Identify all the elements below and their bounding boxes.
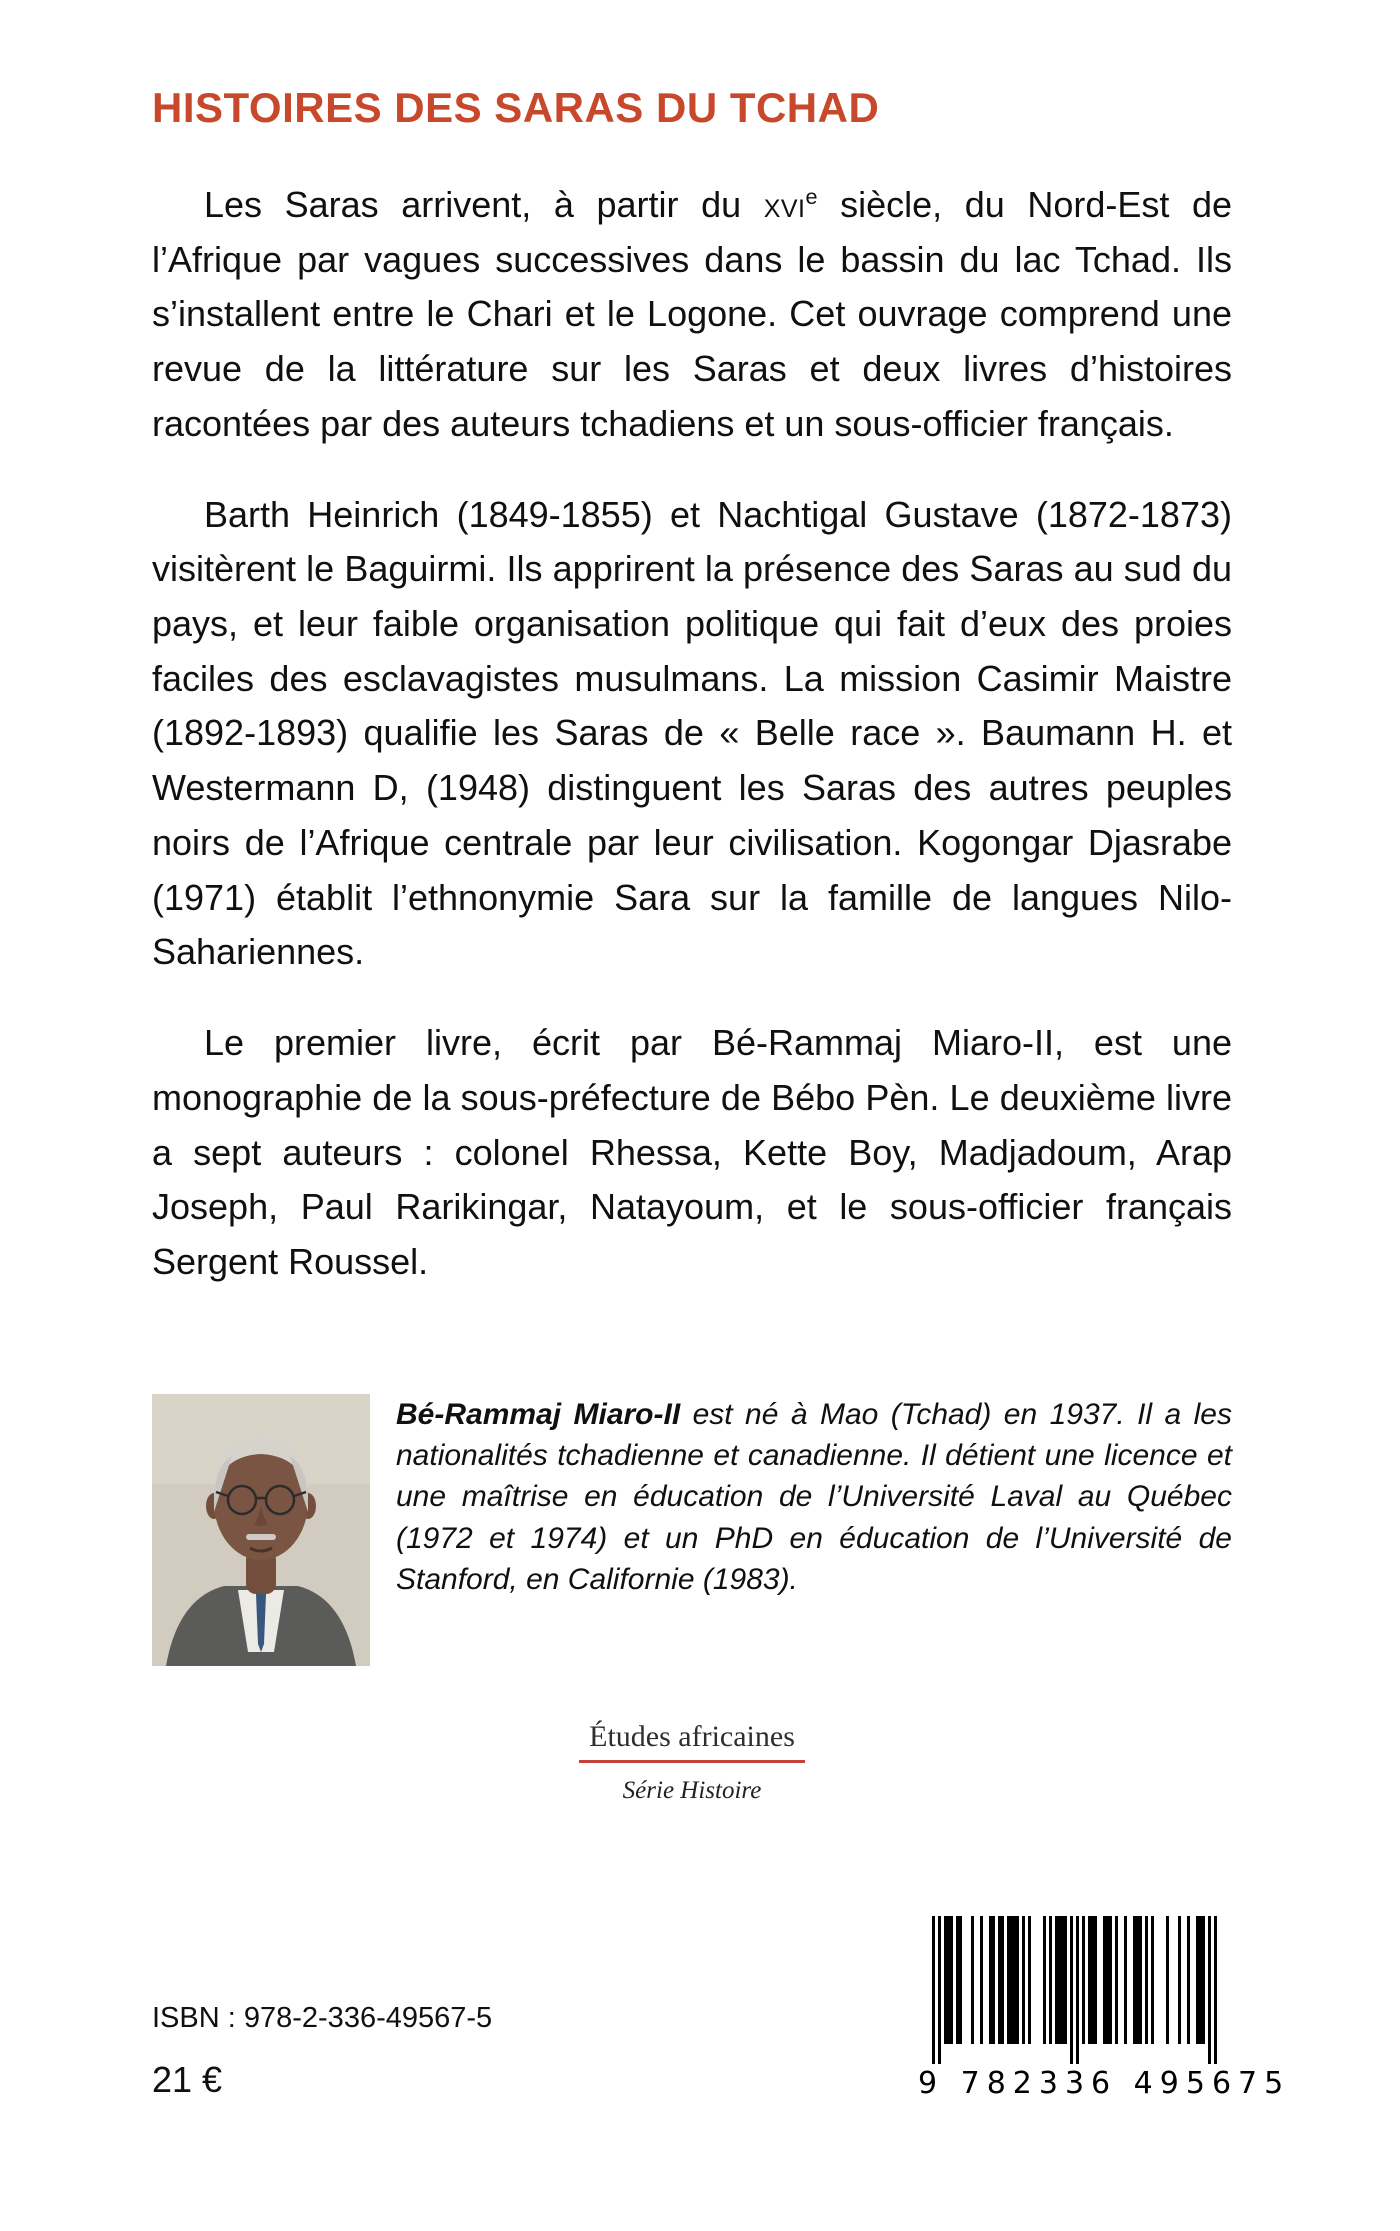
collection-block <box>152 1720 1232 1805</box>
author-bio <box>396 1394 1232 1601</box>
barcode <box>918 1916 1291 2101</box>
author-bio-section <box>152 1394 1232 1666</box>
page-title: HISTOIRES DES SARAS DU TCHAD <box>152 84 880 131</box>
paragraph-history: Barth Heinrich (1849-1855) et Nachtigal Gustave (1872-1873) visitèrent le Baguirmi. Ils apprirent la présence des Saras au sud du pays, et leur faible organisation politique qui fait d’eux des proies faciles des esclavagistes musulmans. La mission Casimir Maistre (1892-1893) qualifie les Saras de « Belle race ». Baumann H. et Westermann D, (1948) distinguent les Saras des autres peuples noirs de l’Afrique centrale par leur civilisation. Kogongar Djasrabe (1971) établit l’ethnonymie Sara sur la famille de langues Nilo-Sahariennes. <box>152 493 1232 973</box>
paragraph-intro-before: Les Saras arrivent, à partir du <box>204 184 764 225</box>
collection-name: Études africaines <box>579 1720 805 1763</box>
century-superscript: e <box>805 184 818 209</box>
author-bio-text: est né à Mao (Tchad) en 1937. Il a les nationalités tchadienne et canadienne. Il détient une licence et une maîtrise en éducation de l’Université Laval au Québec (1972 et 1974) et un PhD en éducation de l’Université de Stanford, en Californie (1983). <box>396 1397 1232 1597</box>
paragraph-intro <box>152 178 1232 452</box>
author-name: Bé-Rammaj Miaro-II <box>396 1397 681 1431</box>
price: 21 € <box>152 2059 223 2100</box>
series-name: Série Histoire <box>622 1776 762 1804</box>
barcode-bars <box>932 1916 1217 2064</box>
century-smallcaps: xvi <box>763 184 806 225</box>
paragraph-books: Le premier livre, écrit par Bé-Rammaj Miaro-II, est une monographie de la sous-préfecture de Bébo Pèn. Le deuxième livre a sept auteurs : colonel Rhessa, Kette Boy, Madjadoum, Arap Joseph, Paul Rarikingar, Natayoum, et le sous-officier français Sergent Roussel. <box>152 1022 1232 1282</box>
barcode-number: 9 782336 495675 <box>918 2066 1291 2101</box>
author-photo <box>152 1394 370 1666</box>
footer-left <box>152 2002 492 2101</box>
paragraph-intro-after: siècle, du Nord-Est de l’Afrique par vagues successives dans le bassin du lac Tchad. Ils s’installent entre le Chari et le Logone. Cet ouvrage comprend une revue de la littérature sur les Saras et deux livres d’histoires racontées par des auteurs tchadiens et un sous-officier français. <box>152 184 1232 444</box>
isbn: ISBN : 978-2-336-49567-5 <box>152 2002 493 2034</box>
